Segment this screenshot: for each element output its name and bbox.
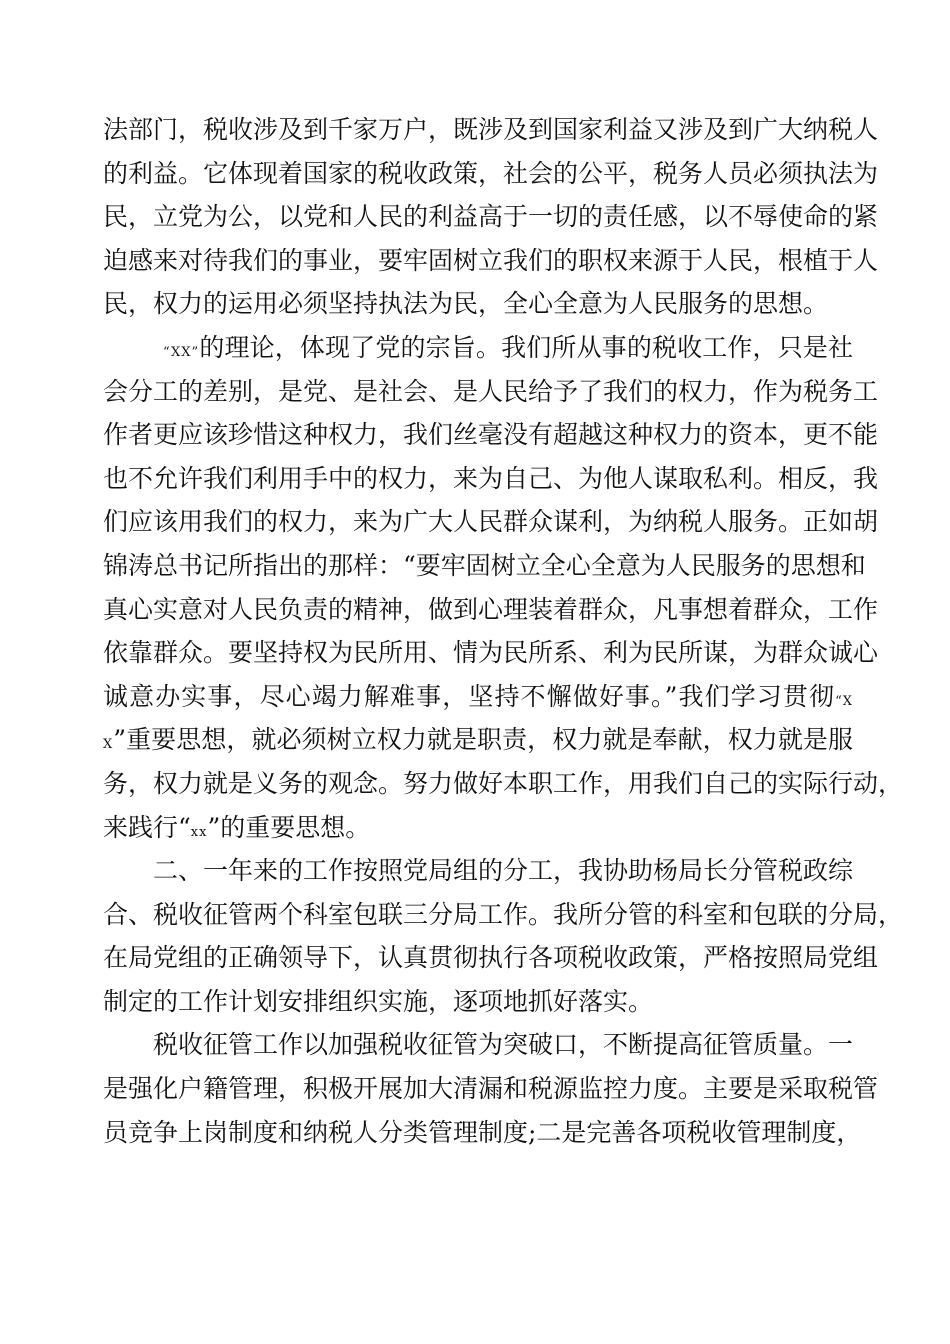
xx-marker: “XX” <box>163 344 200 360</box>
text-line: 民，权力的运用必须坚持执法为民，全心全意为人民服务的思想。 <box>103 289 829 319</box>
text-line: 法部门，税收涉及到千家万户，既涉及到国家利益又涉及到广大纳税人 <box>103 115 879 144</box>
text-line <box>103 675 853 719</box>
paragraph-start-line: 二、一年来的工作按照党局组的分工，我协助杨局长分管税政综 <box>153 856 854 886</box>
paragraph-start-line: 税收征管工作以加强税收征管为突破口，不断提高征管质量。一 <box>153 1030 854 1060</box>
text-fragment: ”重要思想，就必须树立权力就是职责，权力就是奉献，权力就是服 <box>113 725 853 755</box>
text-line: 合、税收征管两个科室包联三分局工作。我所分管的科室和包联的分局， <box>103 899 904 929</box>
text-line: 制定的工作计划安排组织实施，逐项地抓好落实。 <box>103 986 654 1016</box>
text-line: 们应该用我们的权力，来为广大人民群众谋利，为纳税人服务。正如胡 <box>103 507 879 537</box>
document-body <box>103 108 904 1154</box>
text-line <box>103 718 853 762</box>
text-line: 依靠群众。要坚持权为民所用、情为民所系、利为民所谋，为群众诚心 <box>103 638 879 668</box>
text-line: 务，权力就是义务的观念。努力做好本职工作，用我们自己的实际行动， <box>103 768 904 798</box>
text-line: 在局党组的正确领导下，认真贯彻执行各项税收政策，严格按照局党组 <box>103 943 879 973</box>
xx-marker: xx <box>190 824 208 840</box>
text-line: 作者更应该珍惜这种权力，我们丝毫没有超越这种权力的资本，更不能 <box>103 420 879 450</box>
text-line: 是强化户籍管理，积极开展加大清漏和税源监控力度。主要是采取税管 <box>103 1074 879 1104</box>
paragraph-start-line <box>103 326 853 370</box>
text-line: 也不允许我们利用手中的权力，来为自己、为他人谋取私利。相反，我 <box>103 463 879 493</box>
text-line: 民，立党为公，以党和人民的利益高于一切的责任感，以不辱使命的紧 <box>103 202 879 232</box>
text-line: 迫感来对待我们的事业，要牢固树立我们的职权来源于人民，根植于人 <box>103 245 879 275</box>
text-line: 员竞争上岗制度和纳税人分类管理制度;二是完善各项税收管理制度， <box>103 1117 862 1147</box>
text-fragment: 的理论，体现了党的宗旨。我们所从事的税收工作，只是社 <box>199 332 853 362</box>
text-fragment: ”的重要思想。 <box>207 812 371 842</box>
text-fragment: 来践行“ <box>103 812 191 842</box>
text-line: 的利益。它体现着国家的税收政策，社会的公平，税务人员必须执法为 <box>103 158 879 188</box>
xx-marker: X <box>103 737 114 753</box>
text-fragment: 诚意办实事，尽心竭力解难事，坚持不懈做好事。”我们学习贯彻 <box>103 681 836 711</box>
xx-marker: “X <box>835 693 853 709</box>
text-line: 会分工的差别，是党、是社会、是人民给予了我们的权力，作为税务工 <box>103 376 879 406</box>
text-line: 真心实意对人民负责的精神，做到心理装着群众，凡事想着群众，工作 <box>103 594 879 624</box>
text-line: 锦涛总书记所指出的那样：“要牢固树立全心全意为人民服务的思想和 <box>103 550 866 580</box>
text-line <box>103 806 853 850</box>
